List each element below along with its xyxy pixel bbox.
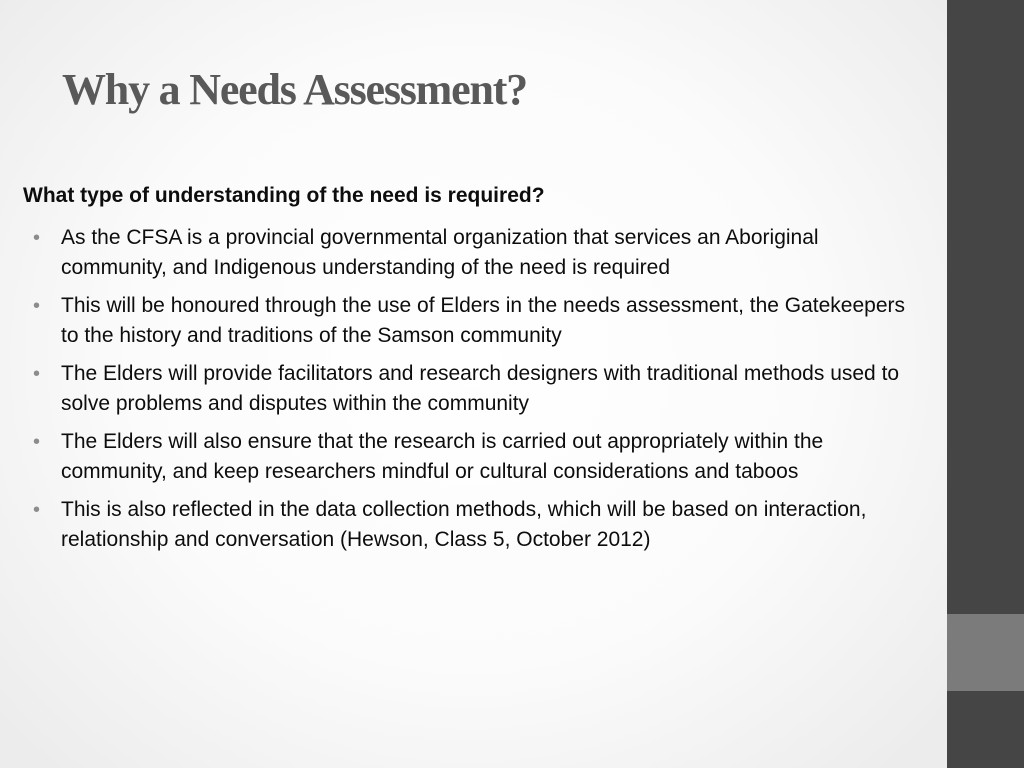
bullet-dot-icon: • (33, 499, 41, 521)
bullet-text: This is also reflected in the data collection methods, which will be based on interaction, relationship and conversation (Hewson, Class 5, October 2012) (61, 498, 867, 551)
bullet-dot-icon: • (33, 431, 41, 453)
bullet-dot-icon: • (33, 295, 41, 317)
bullet-item (33, 427, 906, 487)
slide-title: Why a Needs Assessment? (62, 65, 527, 114)
sidebar-accent-block (947, 614, 1024, 691)
bullet-item (33, 495, 906, 555)
bullet-text: The Elders will provide facilitators and research designers with traditional methods used to solve problems and disputes within the community (61, 362, 900, 415)
bullet-item (33, 359, 906, 419)
bullet-dot-icon: • (33, 363, 41, 385)
bullet-text: As the CFSA is a provincial governmental organization that services an Aboriginal community, and Indigenous understanding of the need is required (61, 226, 819, 279)
bullet-item (33, 291, 906, 351)
bullet-dot-icon: • (33, 227, 41, 249)
slide-subheading: What type of understanding of the need is required? (23, 184, 545, 207)
bullet-item (33, 223, 906, 283)
bullet-text: The Elders will also ensure that the research is carried out appropriately within the community, and keep researchers mindful or cultural considerations and taboos (61, 430, 824, 483)
bullet-text: This will be honoured through the use of Elders in the needs assessment, the Gatekeepers to the history and traditions of the Samson community (61, 294, 905, 347)
bullet-list (33, 223, 906, 563)
